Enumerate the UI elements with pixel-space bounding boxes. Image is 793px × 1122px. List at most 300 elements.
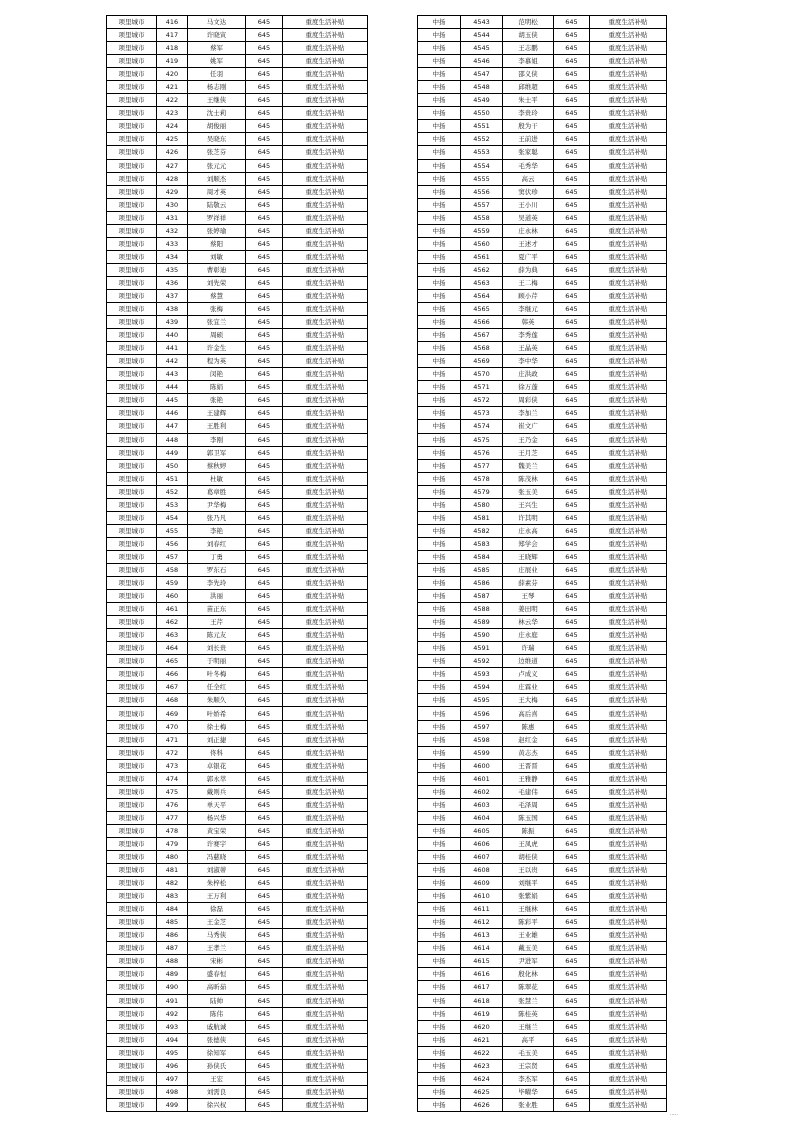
category-cell: 重度生活补贴 <box>590 994 667 1007</box>
area-cell: 中扬 <box>418 955 461 968</box>
serial-cell: 493 <box>157 1020 188 1033</box>
serial-cell: 416 <box>157 16 188 29</box>
table-row <box>107 172 368 185</box>
category-cell: 重度生活补贴 <box>590 942 667 955</box>
area-cell: 中扬 <box>418 42 461 55</box>
table-row <box>107 250 368 263</box>
name-cell: 庄永高 <box>503 524 554 537</box>
serial-cell: 4590 <box>461 629 503 642</box>
amount-cell: 645 <box>554 772 590 785</box>
name-cell: 庄霖业 <box>503 681 554 694</box>
table-row <box>107 837 368 850</box>
name-cell: 刘春红 <box>188 537 246 550</box>
table-row <box>418 185 667 198</box>
serial-cell: 4624 <box>461 1072 503 1085</box>
name-cell: 王凤虎 <box>503 837 554 850</box>
name-cell: 徐兴权 <box>188 1098 246 1111</box>
category-cell: 重度生活补贴 <box>283 837 368 850</box>
name-cell: 陆敬云 <box>188 198 246 211</box>
amount-cell: 645 <box>246 577 283 590</box>
category-cell: 重度生活补贴 <box>590 211 667 224</box>
category-cell: 重度生活补贴 <box>283 485 368 498</box>
area-cell: 项里城市 <box>107 303 157 316</box>
name-cell: 崔文广 <box>503 420 554 433</box>
area-cell: 项里城市 <box>107 159 157 172</box>
category-cell: 重度生活补贴 <box>283 811 368 824</box>
table-row <box>107 394 368 407</box>
serial-cell: 420 <box>157 68 188 81</box>
table-row <box>107 55 368 68</box>
table-row <box>107 81 368 94</box>
name-cell: 陈伟 <box>188 1007 246 1020</box>
category-cell: 重度生活补贴 <box>590 811 667 824</box>
area-cell: 中扬 <box>418 1059 461 1072</box>
name-cell: 王大梅 <box>503 694 554 707</box>
subsidy-table-left <box>106 15 368 1112</box>
name-cell: 杨志刚 <box>188 81 246 94</box>
category-cell: 重度生活补贴 <box>590 433 667 446</box>
name-cell: 蔡阳 <box>188 237 246 250</box>
amount-cell: 645 <box>554 929 590 942</box>
amount-cell: 645 <box>246 146 283 159</box>
category-cell: 重度生活补贴 <box>590 511 667 524</box>
table-row <box>107 642 368 655</box>
table-row <box>107 681 368 694</box>
name-cell: 宋彬 <box>188 955 246 968</box>
name-cell: 刘继平 <box>503 877 554 890</box>
name-cell: 罗东石 <box>188 563 246 576</box>
table-row <box>107 864 368 877</box>
serial-cell: 4557 <box>461 198 503 211</box>
name-cell: 徐知军 <box>188 1046 246 1059</box>
name-cell: 王晋晋 <box>503 759 554 772</box>
table-row <box>418 329 667 342</box>
name-cell: 高后喜 <box>503 707 554 720</box>
amount-cell: 645 <box>554 1098 590 1111</box>
table-row <box>418 563 667 576</box>
area-cell: 项里城市 <box>107 837 157 850</box>
name-cell: 叶冬梅 <box>188 668 246 681</box>
area-cell: 项里城市 <box>107 942 157 955</box>
name-cell: 毛建伟 <box>503 785 554 798</box>
area-cell: 项里城市 <box>107 185 157 198</box>
table-row <box>107 420 368 433</box>
serial-cell: 441 <box>157 342 188 355</box>
amount-cell: 645 <box>246 133 283 146</box>
area-cell: 中扬 <box>418 498 461 511</box>
category-cell: 重度生活补贴 <box>590 851 667 864</box>
name-cell: 王雅静 <box>503 772 554 785</box>
category-cell: 重度生活补贴 <box>590 394 667 407</box>
area-cell: 中扬 <box>418 433 461 446</box>
area-cell: 项里城市 <box>107 68 157 81</box>
area-cell: 项里城市 <box>107 524 157 537</box>
amount-cell: 645 <box>554 472 590 485</box>
table-row <box>107 159 368 172</box>
amount-cell: 645 <box>554 590 590 603</box>
serial-cell: 426 <box>157 146 188 159</box>
serial-cell: 4603 <box>461 798 503 811</box>
amount-cell: 645 <box>246 198 283 211</box>
name-cell: 任全红 <box>188 681 246 694</box>
area-cell: 中扬 <box>418 851 461 864</box>
serial-cell: 4565 <box>461 303 503 316</box>
amount-cell: 645 <box>554 798 590 811</box>
table-row <box>107 120 368 133</box>
amount-cell: 645 <box>554 198 590 211</box>
category-cell: 重度生活补贴 <box>283 785 368 798</box>
amount-cell: 645 <box>246 394 283 407</box>
serial-cell: 447 <box>157 420 188 433</box>
table-row <box>107 707 368 720</box>
area-cell: 项里城市 <box>107 955 157 968</box>
table-row <box>418 1046 667 1059</box>
serial-cell: 458 <box>157 563 188 576</box>
table-row <box>107 459 368 472</box>
table-row <box>107 211 368 224</box>
category-cell: 重度生活补贴 <box>590 981 667 994</box>
serial-cell: 4612 <box>461 916 503 929</box>
name-cell: 毛玉美 <box>503 1046 554 1059</box>
serial-cell: 4592 <box>461 655 503 668</box>
area-cell: 项里城市 <box>107 851 157 864</box>
table-row <box>418 172 667 185</box>
area-cell: 项里城市 <box>107 146 157 159</box>
serial-cell: 484 <box>157 903 188 916</box>
name-cell: 许金生 <box>188 342 246 355</box>
name-cell: 周硕 <box>188 329 246 342</box>
name-cell: 许晓寅 <box>188 29 246 42</box>
category-cell: 重度生活补贴 <box>283 289 368 302</box>
area-cell: 项里城市 <box>107 224 157 237</box>
area-cell: 中扬 <box>418 864 461 877</box>
table-row <box>418 890 667 903</box>
category-cell: 重度生活补贴 <box>283 263 368 276</box>
area-cell: 项里城市 <box>107 968 157 981</box>
table-row <box>418 433 667 446</box>
amount-cell: 645 <box>246 316 283 329</box>
amount-cell: 645 <box>554 851 590 864</box>
amount-cell: 645 <box>554 1085 590 1098</box>
serial-cell: 448 <box>157 433 188 446</box>
name-cell: 庄永庭 <box>503 629 554 642</box>
area-cell: 项里城市 <box>107 811 157 824</box>
category-cell: 重度生活补贴 <box>283 1072 368 1085</box>
category-cell: 重度生活补贴 <box>283 864 368 877</box>
name-cell: 庄永林 <box>503 224 554 237</box>
serial-cell: 4598 <box>461 733 503 746</box>
area-cell: 项里城市 <box>107 289 157 302</box>
name-cell: 王宏 <box>188 1072 246 1085</box>
category-cell: 重度生活补贴 <box>590 903 667 916</box>
amount-cell: 645 <box>554 120 590 133</box>
amount-cell: 645 <box>246 342 283 355</box>
category-cell: 重度生活补贴 <box>590 785 667 798</box>
category-cell: 重度生活补贴 <box>590 1046 667 1059</box>
amount-cell: 645 <box>554 355 590 368</box>
serial-cell: 488 <box>157 955 188 968</box>
area-cell: 中扬 <box>418 316 461 329</box>
area-cell: 项里城市 <box>107 798 157 811</box>
amount-cell: 645 <box>246 368 283 381</box>
category-cell: 重度生活补贴 <box>283 329 368 342</box>
area-cell: 中扬 <box>418 968 461 981</box>
amount-cell: 645 <box>554 289 590 302</box>
serial-cell: 4561 <box>461 250 503 263</box>
amount-cell: 645 <box>554 537 590 550</box>
serial-cell: 4549 <box>461 94 503 107</box>
category-cell: 重度生活补贴 <box>590 603 667 616</box>
table-row <box>418 472 667 485</box>
table-row <box>418 16 667 29</box>
table-row <box>418 1072 667 1085</box>
category-cell: 重度生活补贴 <box>590 185 667 198</box>
table-row <box>107 772 368 785</box>
table-row <box>107 133 368 146</box>
table-row <box>418 485 667 498</box>
name-cell: 许瑞 <box>503 642 554 655</box>
amount-cell: 645 <box>246 864 283 877</box>
amount-cell: 645 <box>554 955 590 968</box>
amount-cell: 645 <box>554 381 590 394</box>
area-cell: 中扬 <box>418 16 461 29</box>
area-cell: 中扬 <box>418 785 461 798</box>
amount-cell: 645 <box>246 224 283 237</box>
serial-cell: 4607 <box>461 851 503 864</box>
category-cell: 重度生活补贴 <box>590 1072 667 1085</box>
amount-cell: 645 <box>554 811 590 824</box>
table-row <box>107 316 368 329</box>
category-cell: 重度生活补贴 <box>590 198 667 211</box>
table-row <box>418 877 667 890</box>
category-cell: 重度生活补贴 <box>283 890 368 903</box>
amount-cell: 645 <box>246 498 283 511</box>
category-cell: 重度生活补贴 <box>590 459 667 472</box>
amount-cell: 645 <box>554 890 590 903</box>
category-cell: 重度生活补贴 <box>590 237 667 250</box>
serial-cell: 483 <box>157 890 188 903</box>
serial-cell: 4614 <box>461 942 503 955</box>
amount-cell: 645 <box>246 563 283 576</box>
table-row <box>107 563 368 576</box>
serial-cell: 4579 <box>461 485 503 498</box>
serial-cell: 481 <box>157 864 188 877</box>
table-row <box>107 29 368 42</box>
amount-cell: 645 <box>554 250 590 263</box>
serial-cell: 4605 <box>461 824 503 837</box>
serial-cell: 439 <box>157 316 188 329</box>
serial-cell: 4613 <box>461 929 503 942</box>
amount-cell: 645 <box>246 250 283 263</box>
table-row <box>107 537 368 550</box>
serial-cell: 4558 <box>461 211 503 224</box>
amount-cell: 645 <box>554 342 590 355</box>
table-row <box>107 890 368 903</box>
name-cell: 单天平 <box>188 798 246 811</box>
category-cell: 重度生活补贴 <box>283 1085 368 1098</box>
serial-cell: 475 <box>157 785 188 798</box>
table-row <box>418 303 667 316</box>
category-cell: 重度生活补贴 <box>283 681 368 694</box>
category-cell: 重度生活补贴 <box>590 890 667 903</box>
category-cell: 重度生活补贴 <box>590 342 667 355</box>
amount-cell: 645 <box>246 759 283 772</box>
area-cell: 中扬 <box>418 746 461 759</box>
area-cell: 中扬 <box>418 942 461 955</box>
category-cell: 重度生活补贴 <box>590 472 667 485</box>
serial-cell: 446 <box>157 407 188 420</box>
area-cell: 中扬 <box>418 120 461 133</box>
amount-cell: 645 <box>554 146 590 159</box>
amount-cell: 645 <box>554 55 590 68</box>
amount-cell: 645 <box>554 133 590 146</box>
area-cell: 中扬 <box>418 1007 461 1020</box>
table-row <box>418 916 667 929</box>
amount-cell: 645 <box>246 420 283 433</box>
table-row <box>107 381 368 394</box>
category-cell: 重度生活补贴 <box>283 537 368 550</box>
name-cell: 王芹 <box>188 616 246 629</box>
serial-cell: 4589 <box>461 616 503 629</box>
table-row <box>107 342 368 355</box>
category-cell: 重度生活补贴 <box>590 159 667 172</box>
category-cell: 重度生活补贴 <box>590 498 667 511</box>
area-cell: 中扬 <box>418 81 461 94</box>
area-cell: 项里城市 <box>107 981 157 994</box>
table-row <box>107 146 368 159</box>
serial-cell: 457 <box>157 550 188 563</box>
name-cell: 李加兰 <box>503 407 554 420</box>
amount-cell: 645 <box>554 29 590 42</box>
category-cell: 重度生活补贴 <box>590 172 667 185</box>
amount-cell: 645 <box>246 1033 283 1046</box>
amount-cell: 645 <box>554 968 590 981</box>
amount-cell: 645 <box>554 642 590 655</box>
serial-cell: 4604 <box>461 811 503 824</box>
amount-cell: 645 <box>554 681 590 694</box>
area-cell: 项里城市 <box>107 563 157 576</box>
category-cell: 重度生活补贴 <box>283 420 368 433</box>
category-cell: 重度生活补贴 <box>590 629 667 642</box>
amount-cell: 645 <box>554 459 590 472</box>
area-cell: 中扬 <box>418 172 461 185</box>
serial-cell: 429 <box>157 185 188 198</box>
category-cell: 重度生活补贴 <box>590 759 667 772</box>
name-cell: 卢成义 <box>503 668 554 681</box>
category-cell: 重度生活补贴 <box>283 433 368 446</box>
area-cell: 项里城市 <box>107 759 157 772</box>
name-cell: 毕曜华 <box>503 1085 554 1098</box>
category-cell: 重度生活补贴 <box>590 1085 667 1098</box>
table-row <box>107 16 368 29</box>
category-cell: 重度生活补贴 <box>283 94 368 107</box>
table-row <box>418 968 667 981</box>
area-cell: 中扬 <box>418 837 461 850</box>
area-cell: 中扬 <box>418 1020 461 1033</box>
area-cell: 中扬 <box>418 603 461 616</box>
table-row <box>107 903 368 916</box>
serial-cell: 4581 <box>461 511 503 524</box>
table-row <box>418 824 667 837</box>
name-cell: 陈元友 <box>188 629 246 642</box>
area-cell: 项里城市 <box>107 890 157 903</box>
category-cell: 重度生活补贴 <box>283 720 368 733</box>
table-row <box>107 498 368 511</box>
serial-cell: 4553 <box>461 146 503 159</box>
category-cell: 重度生活补贴 <box>590 955 667 968</box>
area-cell: 项里城市 <box>107 642 157 655</box>
category-cell: 重度生活补贴 <box>283 642 368 655</box>
area-cell: 中扬 <box>418 642 461 655</box>
table-row <box>107 916 368 929</box>
name-cell: 李艳 <box>188 524 246 537</box>
category-cell: 重度生活补贴 <box>283 942 368 955</box>
serial-cell: 470 <box>157 720 188 733</box>
table-row <box>107 798 368 811</box>
serial-cell: 4618 <box>461 994 503 1007</box>
category-cell: 重度生活补贴 <box>283 303 368 316</box>
name-cell: 王琴 <box>503 590 554 603</box>
area-cell: 项里城市 <box>107 590 157 603</box>
area-cell: 中扬 <box>418 289 461 302</box>
category-cell: 重度生活补贴 <box>283 577 368 590</box>
amount-cell: 645 <box>554 446 590 459</box>
name-cell: 孙侠氏 <box>188 1059 246 1072</box>
category-cell: 重度生活补贴 <box>283 707 368 720</box>
category-cell: 重度生活补贴 <box>283 146 368 159</box>
name-cell: 郭永萃 <box>188 772 246 785</box>
table-row <box>107 694 368 707</box>
name-cell: 刘顺杰 <box>188 172 246 185</box>
table-row <box>107 433 368 446</box>
name-cell: 范明松 <box>503 16 554 29</box>
category-cell: 重度生活补贴 <box>590 276 667 289</box>
area-cell: 项里城市 <box>107 772 157 785</box>
category-cell: 重度生活补贴 <box>590 968 667 981</box>
amount-cell: 645 <box>554 42 590 55</box>
serial-cell: 4559 <box>461 224 503 237</box>
area-cell: 项里城市 <box>107 1072 157 1085</box>
table-row <box>107 603 368 616</box>
name-cell: 吴晓东 <box>188 133 246 146</box>
amount-cell: 645 <box>246 824 283 837</box>
amount-cell: 645 <box>246 851 283 864</box>
area-cell: 中扬 <box>418 903 461 916</box>
category-cell: 重度生活补贴 <box>283 81 368 94</box>
table-row <box>107 1085 368 1098</box>
name-cell: 夏广平 <box>503 250 554 263</box>
name-cell: 陈振 <box>503 824 554 837</box>
serial-cell: 4573 <box>461 407 503 420</box>
area-cell: 中扬 <box>418 94 461 107</box>
serial-cell: 4621 <box>461 1033 503 1046</box>
table-row <box>107 355 368 368</box>
amount-cell: 645 <box>246 172 283 185</box>
area-cell: 项里城市 <box>107 681 157 694</box>
area-cell: 项里城市 <box>107 420 157 433</box>
area-cell: 项里城市 <box>107 720 157 733</box>
area-cell: 中扬 <box>418 276 461 289</box>
table-row <box>107 968 368 981</box>
serial-cell: 4554 <box>461 159 503 172</box>
amount-cell: 645 <box>554 420 590 433</box>
amount-cell: 645 <box>246 42 283 55</box>
amount-cell: 645 <box>554 1033 590 1046</box>
table-row <box>418 590 667 603</box>
amount-cell: 645 <box>246 733 283 746</box>
area-cell: 中扬 <box>418 368 461 381</box>
amount-cell: 645 <box>554 224 590 237</box>
